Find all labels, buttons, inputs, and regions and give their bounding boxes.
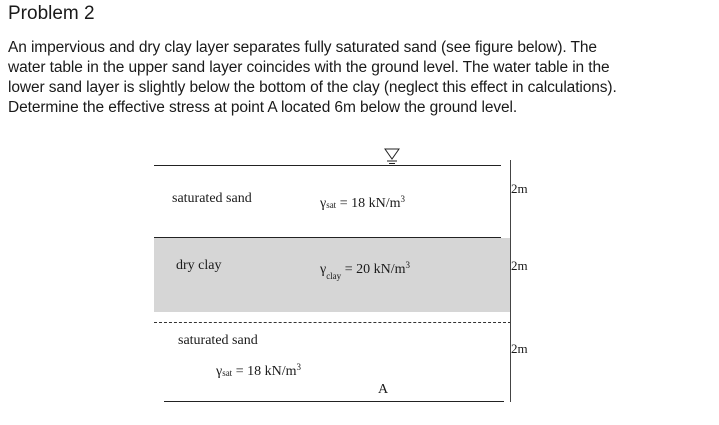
statement-line-2: water table in the upper sand layer coincides with the ground level. The water table in the	[8, 59, 610, 76]
point-a-label: A	[378, 382, 389, 397]
layer-2-thickness: 2m	[511, 258, 528, 273]
layer-2-unit-weight: $\gamma_{clay} = 20$ $kN/m^3$	[320, 260, 410, 281]
layer-2-name: dry clay	[176, 258, 222, 273]
statement-line-3: lower sand layer is slightly below the bottom of the clay (neglect this effect in calculations).	[8, 79, 617, 96]
water-table-icon	[383, 147, 401, 165]
layer-1-unit-weight: γsat = 18 $kN/m^3$	[320, 194, 405, 211]
problem-title: Problem 2	[8, 3, 95, 24]
bottom-line	[164, 401, 504, 402]
statement-line-4: Determine the effective stress at point A located 6m below the ground level.	[8, 99, 518, 116]
layer-3-unit-weight: γsat = 18 $kN/m^3$	[216, 362, 301, 379]
layer-1-thickness: 2m	[511, 181, 528, 196]
ground-line	[154, 165, 501, 166]
statement-line-1: An impervious and dry clay layer separates fully saturated sand (see figure below). The	[8, 39, 597, 56]
lower-water-table-line	[154, 322, 511, 323]
layer-3-name: saturated sand	[178, 333, 258, 348]
layer-3-thickness: 2m	[511, 341, 528, 356]
clay-top-boundary	[154, 237, 501, 238]
layer-1-name: saturated sand	[172, 191, 252, 206]
